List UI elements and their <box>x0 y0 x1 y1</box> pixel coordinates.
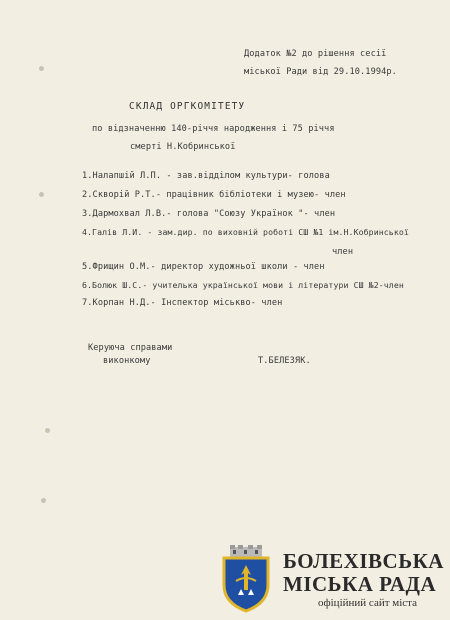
city-council-name-line1: БОЛЕХІВСЬКА <box>283 549 444 573</box>
member-line: 1.Налапшій Л.П. - зав.відділом культури- голова <box>82 171 330 181</box>
document-subtitle-line1: по відзначенню 140-річчя народження і 75 річчя <box>92 124 335 134</box>
official-site-label: офіційний сайт міста <box>318 597 417 609</box>
member-line-continuation: член <box>332 247 354 257</box>
signature-role-line1: Керуюча справами <box>88 343 173 353</box>
document-title: СКЛАД ОРГКОМІТЕТУ <box>129 101 246 112</box>
member-line: 5.Фрищин О.М.- директор художньої школи - член <box>82 262 325 272</box>
document-subtitle-line2: смерті Н.Кобринської <box>130 142 236 152</box>
member-line: 6.Болюк Ш.С.- учителька української мови і літератури СШ №2-член <box>82 280 404 290</box>
appendix-header-line2: міської Ради від 29.10.1994р. <box>244 67 397 77</box>
city-council-name-line2: МІСЬКА РАДА <box>283 572 437 596</box>
city-coat-of-arms-icon <box>218 545 274 613</box>
member-line: 4.Галів Л.И. - зам.дир. по виховній роботі СШ №1 ім.Н.Кобринської <box>82 227 409 237</box>
member-line: 7.Корпан Н.Д.- Інспектор міськво- член <box>82 298 283 308</box>
signature-role-line2: виконкому <box>103 356 151 366</box>
punch-hole <box>39 66 44 71</box>
signature-name: Т.БЕЛЕЗЯК. <box>258 356 311 366</box>
member-line: 2.Скворій Р.Т.- працівник бібліотеки і музею- член <box>82 190 346 200</box>
appendix-header-line1: Додаток №2 до рішення сесії <box>244 49 387 59</box>
punch-hole <box>45 428 50 433</box>
member-line: 3.Дармохвал Л.В.- голова "Союзу Українок "- член <box>82 209 336 219</box>
punch-hole <box>41 498 46 503</box>
punch-hole <box>39 192 44 197</box>
